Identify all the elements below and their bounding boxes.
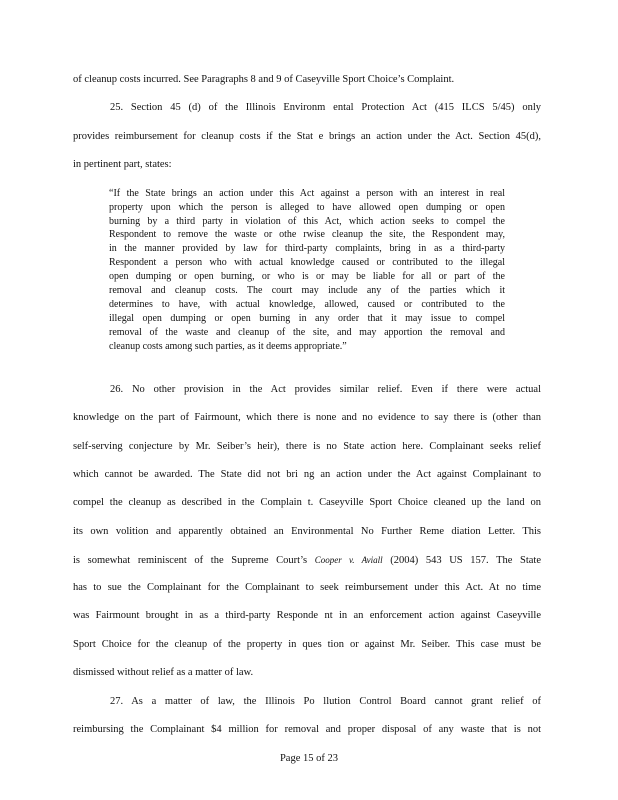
quote-line: “If the State brings an action under this Act against a person with an interest in real [109,188,505,199]
paragraph-line: 26. No other provision in the Act provides similar relief. Even if there were actual [110,384,541,395]
paragraph-line: reimbursing the Complainant $4 million for removal and proper disposal of any waste that is not [73,724,541,735]
quote-line: removal and cleanup costs. The court may include any of the parties which it [109,285,505,296]
paragraph-line: provides reimbursement for cleanup costs if the Stat e brings an action under the Act. Section 45(d), [73,131,541,142]
quote-line: illegal open dumping or open burning in any order that it may issue to compel [109,313,505,324]
paragraph-line: has to sue the Complainant for the Complainant to seek reimbursement under this Act. At no time [73,582,541,593]
paragraph-text: (2004) 543 US 157. The State [382,555,542,566]
quote-line: Respondent a person who with actual knowledge caused or contributed to the illegal [109,257,505,268]
quote-line: property upon which the person is alleged to have allowed open dumping or open [109,202,505,213]
quote-line: removal of the waste and cleanup of the site, and may apportion the removal and [109,327,505,338]
quote-line: determines to have, with actual knowledge, allowed, caused or contributed to the [109,299,505,310]
paragraph-line: dismissed without relief as a matter of law. [73,667,254,678]
paragraph-line: in pertinent part, states: [73,159,172,170]
continuation-line: of cleanup costs incurred. See Paragraphs 8 and 9 of Caseyville Sport Choice’s Complaint. [73,74,455,85]
quote-line: cleanup costs among such parties, as it deems appropriate.” [109,341,347,352]
paragraph-line: 27. As a matter of law, the Illinois Po llution Control Board cannot grant relief of [110,696,541,707]
paragraph-line: Sport Choice for the cleanup of the property in ques tion or against Mr. Seiber. This case must be [73,639,541,650]
paragraph-line: knowledge on the part of Fairmount, which there is none and no evidence to say there is (other than [73,412,541,423]
quote-line: open dumping or open burning, or who is or may be liable for all or part of the [109,271,505,282]
paragraph-line: was Fairmount brought in as a third-party Responde nt in an enforcement action against Caseyville [73,610,541,621]
quote-line: Respondent to remove the waste or othe rwise cleanup the site, the Respondent may, [109,229,505,240]
paragraph-line: which cannot be awarded. The State did not bri ng an action under the Act against Complainant to [73,469,541,480]
paragraph-text: is somewhat reminiscent of the Supreme Court’s [73,555,315,566]
case-citation: Cooper v. Aviall [314,555,383,565]
paragraph-line: its own volition and apparently obtained an Environmental No Further Reme diation Letter. This [73,526,541,537]
quote-line: burning by a third party in violation of this Act, which action seeks to compel the [109,216,505,227]
paragraph-line: 25. Section 45 (d) of the Illinois Environm ental Protection Act (415 ILCS 5/45) only [110,102,541,113]
quote-line: in the manner provided by law for third-party complaints, bring in as a third-party [109,243,505,254]
paragraph-line: self-serving conjecture by Mr. Seiber’s heir), there is no State action here. Complainant seeks relief [73,441,541,452]
paragraph-line: compel the cleanup as described in the Complain t. Caseyville Sport Choice cleaned up the land on [73,497,541,508]
paragraph-line [73,553,541,568]
page-number: Page 15 of 23 [279,753,339,764]
